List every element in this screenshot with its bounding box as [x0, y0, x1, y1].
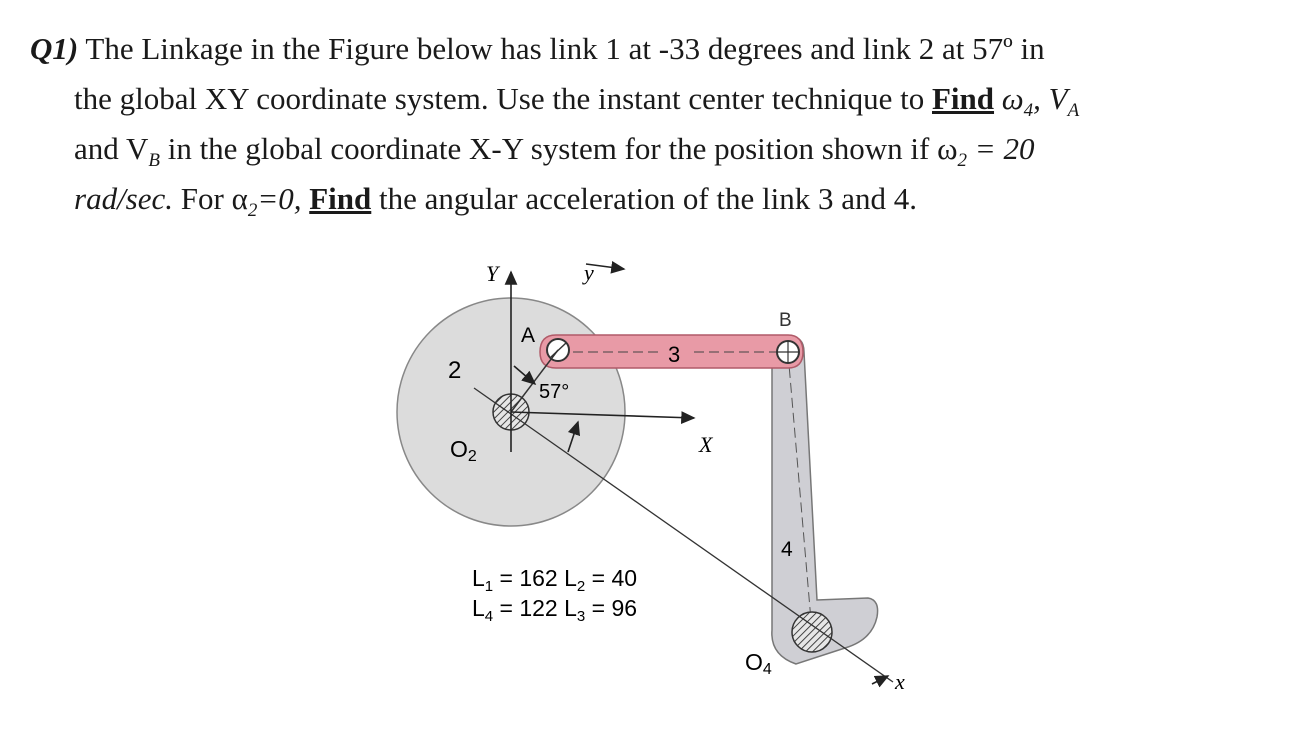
omega4-symbol: ω: [994, 81, 1024, 116]
label-B: B: [779, 310, 792, 331]
omega2-sub: 2: [957, 150, 968, 172]
line3-text-a: and V: [74, 131, 149, 166]
question-label: Q1): [30, 31, 79, 66]
link4-rocker: [772, 336, 878, 664]
alpha2-sub: 2: [247, 200, 258, 222]
label-X: X: [699, 432, 713, 457]
ground-pivot-O4: [792, 612, 832, 652]
label-Y: Y: [486, 261, 499, 286]
label-x: x: [895, 669, 905, 694]
label-O2: O2: [450, 436, 477, 465]
label-A: A: [521, 324, 536, 347]
label-O4: O4: [745, 649, 772, 678]
angle-label: 57°: [539, 381, 570, 403]
line2-text: the global XY coordinate system. Use the instant center technique to: [74, 81, 932, 116]
find-keyword-2: Find: [309, 181, 372, 216]
ground-line: [474, 388, 893, 682]
va-symbol: , V: [1033, 81, 1068, 116]
line4-text-b: For α: [173, 181, 248, 216]
line3-text-b: in the global coordinate X-Y system for the position shown if ω: [159, 131, 958, 166]
dimension-L4-L3: $L_4 = 122$ $L_3 = 96$: [472, 595, 638, 625]
line1-text: The Linkage in the Figure below has link 1 at -33 degrees and link 2 at 57º in: [78, 31, 1045, 66]
omega4-sub: 4: [1023, 100, 1034, 122]
line3-text-c: = 20: [967, 131, 1035, 166]
dimension-L1-L2: $L_1 = 162$ $L_2 = 40$: [472, 565, 638, 595]
va-sub: A: [1067, 100, 1080, 122]
label-link4: 4: [781, 538, 793, 561]
label-link2: 2: [448, 357, 462, 384]
line4-text-d: the angular acceleration of the link 3 and 4.: [371, 181, 918, 216]
rad-sec-unit: rad/sec.: [74, 181, 174, 216]
local-x-arrow: [872, 676, 888, 684]
line4-text-c: =0,: [257, 181, 310, 216]
find-keyword: Find: [932, 81, 995, 116]
label-y: y: [584, 260, 594, 285]
label-link3: 3: [668, 342, 681, 367]
vb-sub: B: [148, 150, 160, 172]
